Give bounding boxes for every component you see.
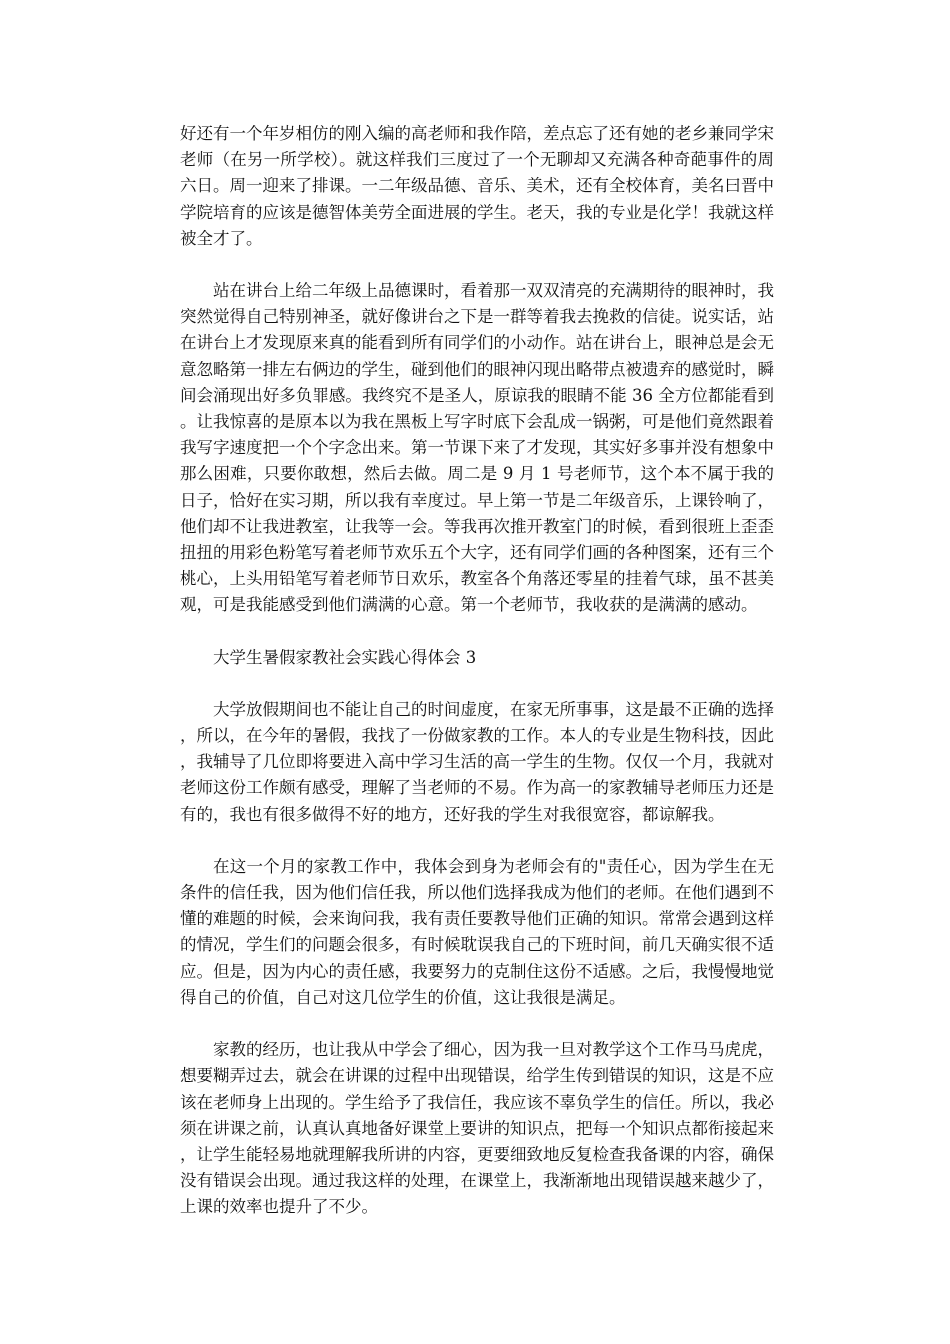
paragraph-3: 大学放假期间也不能让自己的时间虚度，在家无所事事，这是最不正确的选择，所以，在今年的暑假，我找了一份做家教的工作。本人的专业是生物科技，因此，我辅导了几位即将要进入高中学习生活的高一学生的生物。仅仅一个月，我就对老师这份工作颇有感受，理解了当老师的不易。作为高一的家教辅导老师压力还是有的，我也有很多做得不好的地方，还好我的学生对我很宽容，都谅解我。 — [180, 699, 774, 824]
paragraph-1: 好还有一个年岁相仿的刚入编的高老师和我作陪，差点忘了还有她的老乡兼同学宋老师（在另一所学校）。就这样我们三度过了一个无聊却又充满各种奇葩事件的周六日。周一迎来了排课。一二年级品德、音乐、美术，还有全校体育，美名曰晋中学院培育的应该是德智体美劳全面进展的学生。老天，我的专业是化学！我就这样被全才了。 — [180, 124, 774, 248]
paragraph-2: 站在讲台上给二年级上品德课时，看着那一双双清亮的充满期待的眼神时，我突然觉得自己特别神圣，就好像讲台之下是一群等着我去挽救的信徒。说实话，站在讲台上才发现原来真的能看到所有同学们的小动作。站在讲台上，眼神总是会无意忽略第一排左右俩边的学生，碰到他们的眼神闪现出略带点被遗弃的感觉时，瞬间会涌现出好多负罪感。我终究不是圣人，原谅我的眼睛不能 36 全方位都能看到。让我惊喜的是原本以为我在黑板上写字时底下会乱成一锅粥，可是他们竟然跟着我写字速度把一个个字念出来。第一节课下来了才发现，其实好多事并没有想象中那么困难，只要你敢想，然后去做。周二是 9 月 1 号老师节，这个本不属于我的日子，恰好在实习期，所以我有幸度过。早上第一节是二年级音乐，上课铃响了，他们却不让我进教室，让我等一会。等我再次推开教室门的时候，看到很班上歪歪扭扭的用彩色粉笔写着老师节欢乐五个大字，还有同学们画的各种图案，还有三个桃心，上头用铅笔写着老师节日欢乐，教室各个角落还零星的挂着气球，虽不甚美观，可是我能感受到他们满满的心意。第一个老师节，我收获的是满满的感动。 — [180, 281, 774, 615]
paragraph-4: 在这一个月的家教工作中，我体会到身为老师会有的"责任心，因为学生在无条件的信任我，因为他们信任我，所以他们选择我成为他们的老师。在他们遇到不懂的难题的时候，会来询问我，我有责任要教导他们正确的知识。常常会遇到这样的情况，学生们的问题会很多，有时候耽误我自己的下班时间，前几天确实很不适应。但是，因为内心的责任感，我要努力的克制住这份不适感。之后，我慢慢地觉得自己的价值，自己对这几位学生的价值，这让我很是满足。 — [180, 856, 774, 1007]
paragraph-5: 家教的经历，也让我从中学会了细心，因为我一旦对教学这个工作马马虎虎，想要糊弄过去，就会在讲课的过程中出现错误，给学生传到错误的知识，这是不应该在老师身上出现的。学生给予了我信任，我应该不辜负学生的信任。所以，我必须在讲课之前，认真认真地备好课堂上要讲的知识点，把每一个知识点都衔接起来，让学生能轻易地就理解我所讲的内容，更要细致地反复检查我备课的内容，确保没有错误会出现。通过我这样的处理，在课堂上，我渐渐地出现错误越来越少了，上课的效率也提升了不少。 — [180, 1040, 774, 1217]
document-body — [180, 121, 774, 1221]
section-heading: 大学生暑假家教社会实践心得体会 3 — [213, 647, 477, 667]
